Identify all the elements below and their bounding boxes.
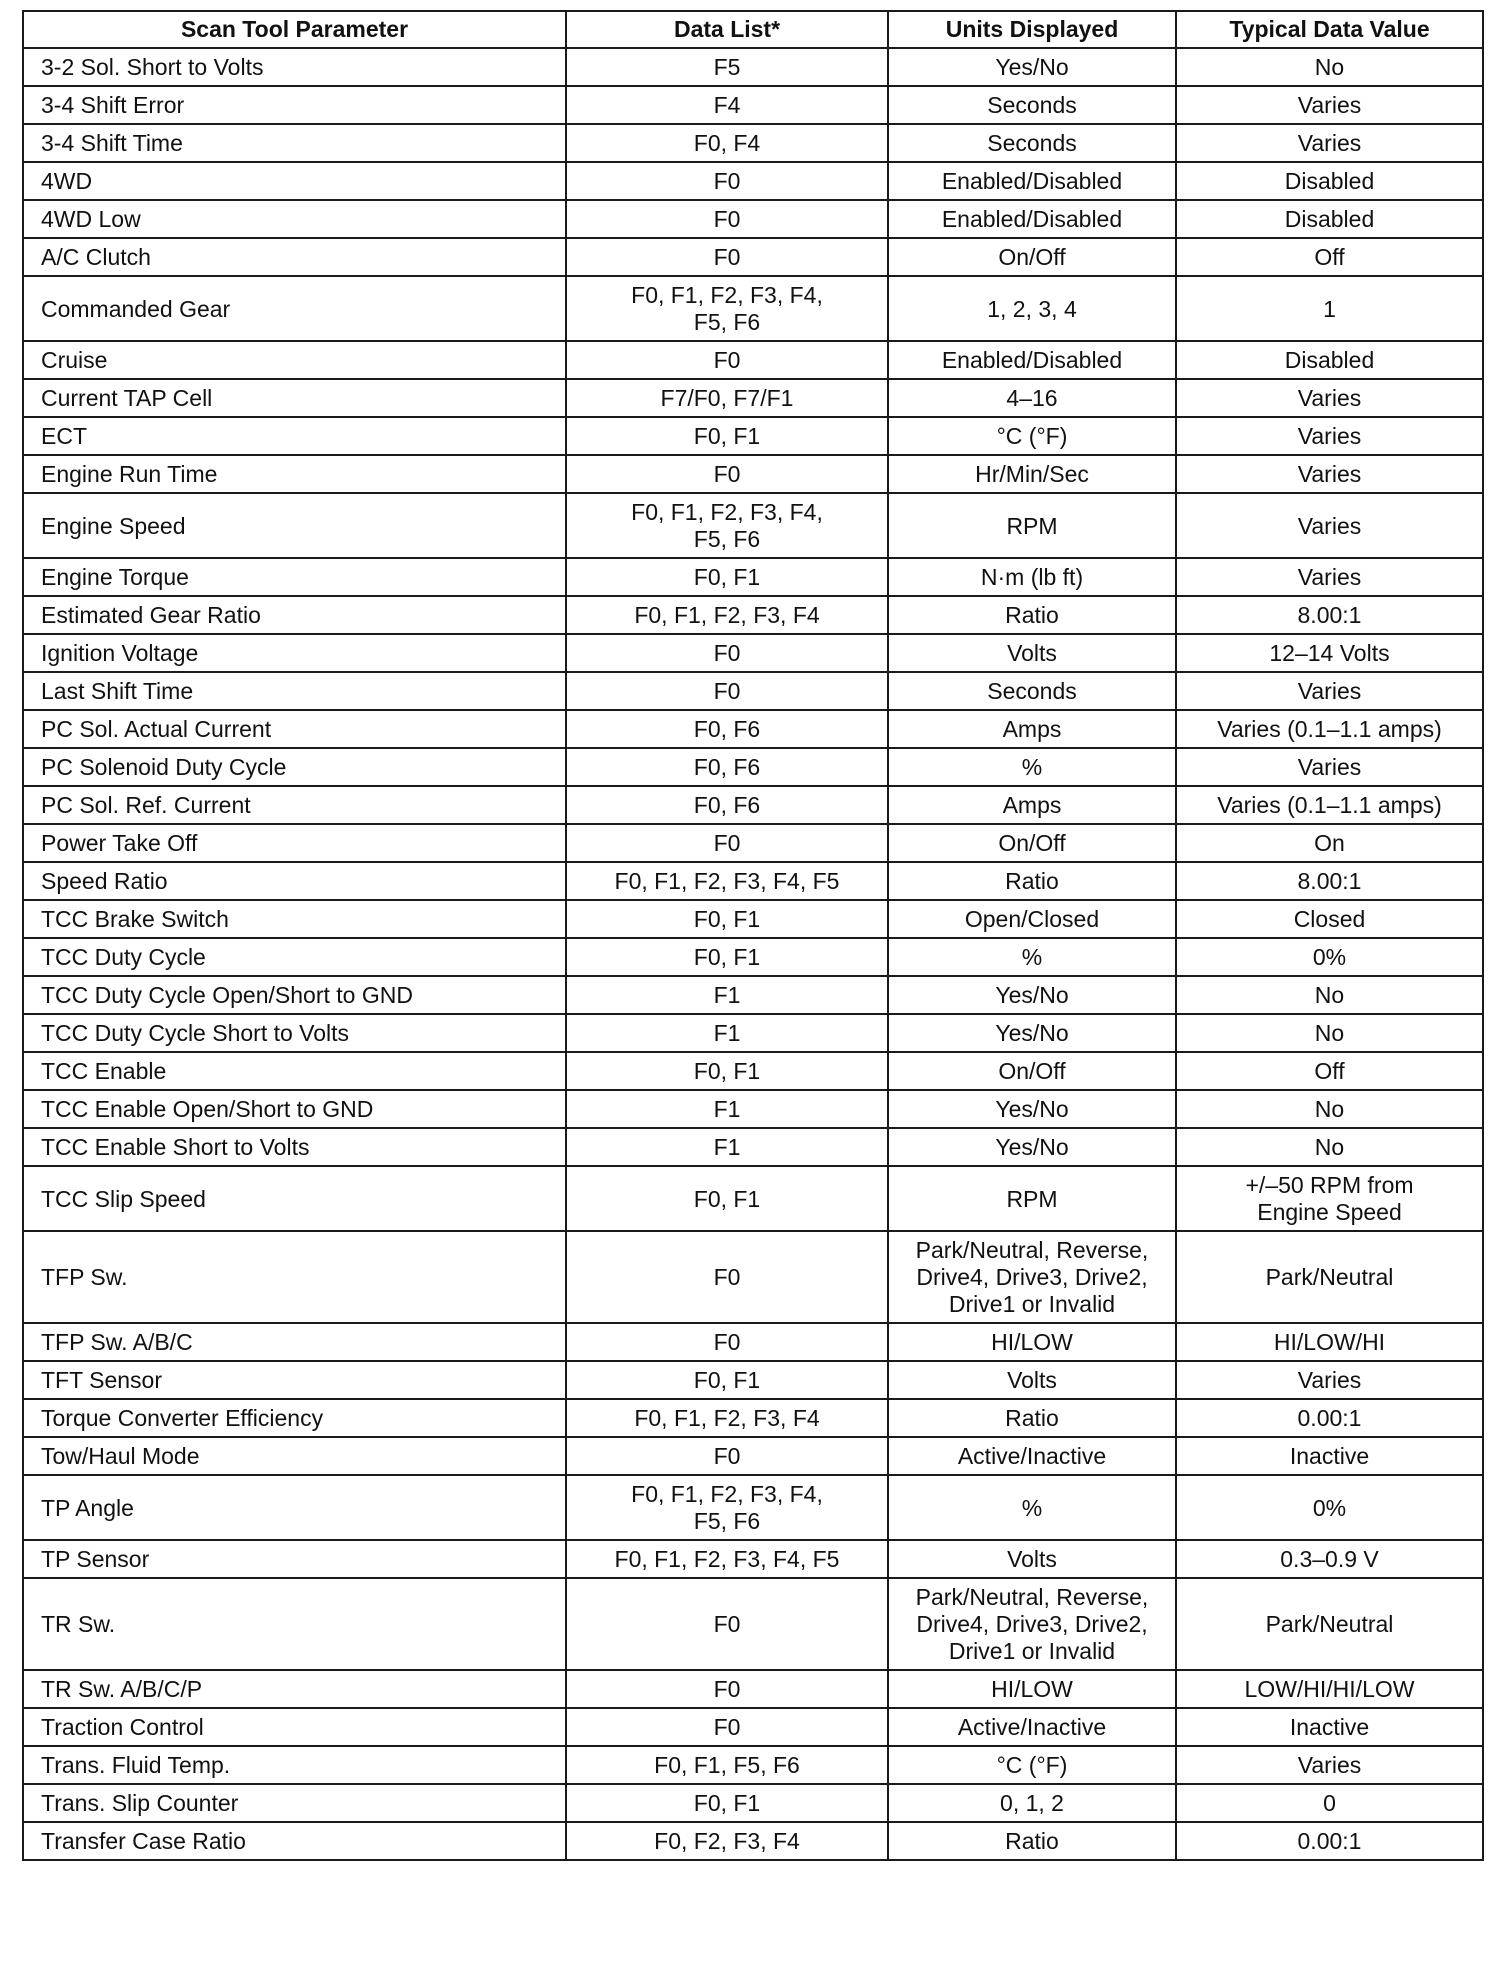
table-row — [23, 1475, 1483, 1540]
cell-parameter: 3-2 Sol. Short to Volts — [23, 48, 566, 86]
cell-data-list: F0, F1 — [566, 1784, 888, 1822]
cell-parameter: Engine Run Time — [23, 455, 566, 493]
cell-units: % — [888, 1475, 1176, 1540]
cell-units: Hr/Min/Sec — [888, 455, 1176, 493]
table-row — [23, 900, 1483, 938]
cell-parameter: PC Solenoid Duty Cycle — [23, 748, 566, 786]
cell-units: Open/Closed — [888, 900, 1176, 938]
cell-data-list: F0 — [566, 200, 888, 238]
cell-typical-value: Varies — [1176, 417, 1483, 455]
cell-data-list: F0 — [566, 1323, 888, 1361]
cell-typical-value: Varies (0.1–1.1 amps) — [1176, 710, 1483, 748]
cell-data-list: F0 — [566, 672, 888, 710]
cell-units: HI/LOW — [888, 1670, 1176, 1708]
header-data-list: Data List* — [566, 11, 888, 48]
cell-typical-value: Disabled — [1176, 162, 1483, 200]
cell-units: Ratio — [888, 596, 1176, 634]
table-row — [23, 1399, 1483, 1437]
cell-typical-value: No — [1176, 976, 1483, 1014]
cell-data-list: F0 — [566, 341, 888, 379]
header-scan-tool-parameter: Scan Tool Parameter — [23, 11, 566, 48]
cell-parameter: TR Sw. — [23, 1578, 566, 1670]
cell-data-list: F0 — [566, 634, 888, 672]
cell-units: Park/Neutral, Reverse, Drive4, Drive3, Drive2, Drive1 or Invalid — [888, 1578, 1176, 1670]
cell-data-list: F0, F1, F2, F3, F4 — [566, 1399, 888, 1437]
cell-typical-value: 12–14 Volts — [1176, 634, 1483, 672]
cell-parameter: Power Take Off — [23, 824, 566, 862]
data-table — [22, 10, 1484, 1861]
table-row — [23, 455, 1483, 493]
cell-typical-value: 0 — [1176, 1784, 1483, 1822]
cell-units: Amps — [888, 786, 1176, 824]
cell-typical-value: On — [1176, 824, 1483, 862]
cell-units: Ratio — [888, 1399, 1176, 1437]
cell-units: Enabled/Disabled — [888, 200, 1176, 238]
table-row — [23, 238, 1483, 276]
cell-typical-value: 8.00:1 — [1176, 862, 1483, 900]
table-row — [23, 1090, 1483, 1128]
cell-parameter: TCC Enable Short to Volts — [23, 1128, 566, 1166]
cell-parameter: Traction Control — [23, 1708, 566, 1746]
cell-data-list: F0, F6 — [566, 786, 888, 824]
cell-parameter: TP Angle — [23, 1475, 566, 1540]
table-row — [23, 379, 1483, 417]
table-row — [23, 976, 1483, 1014]
cell-units: RPM — [888, 1166, 1176, 1231]
cell-parameter: 4WD Low — [23, 200, 566, 238]
cell-typical-value: Varies — [1176, 455, 1483, 493]
table-row — [23, 786, 1483, 824]
cell-data-list: F0 — [566, 162, 888, 200]
cell-parameter: Engine Torque — [23, 558, 566, 596]
cell-parameter: Engine Speed — [23, 493, 566, 558]
cell-data-list: F0, F1, F2, F3, F4, F5, F6 — [566, 276, 888, 341]
cell-parameter: TFP Sw. — [23, 1231, 566, 1323]
cell-units: On/Off — [888, 238, 1176, 276]
cell-parameter: TP Sensor — [23, 1540, 566, 1578]
cell-data-list: F0, F1 — [566, 1361, 888, 1399]
cell-units: Yes/No — [888, 1014, 1176, 1052]
cell-parameter: TCC Duty Cycle — [23, 938, 566, 976]
table-body — [23, 48, 1483, 1860]
cell-typical-value: Varies — [1176, 748, 1483, 786]
cell-typical-value: Disabled — [1176, 200, 1483, 238]
table-row — [23, 1578, 1483, 1670]
cell-units: Yes/No — [888, 976, 1176, 1014]
cell-data-list: F0, F1 — [566, 900, 888, 938]
table-row — [23, 200, 1483, 238]
cell-data-list: F0 — [566, 1670, 888, 1708]
header-row — [23, 11, 1483, 48]
cell-data-list: F0, F1, F5, F6 — [566, 1746, 888, 1784]
cell-parameter: TCC Brake Switch — [23, 900, 566, 938]
table-row — [23, 1670, 1483, 1708]
cell-typical-value: 0.00:1 — [1176, 1399, 1483, 1437]
cell-typical-value: Varies — [1176, 379, 1483, 417]
cell-data-list: F0, F4 — [566, 124, 888, 162]
cell-typical-value: Varies — [1176, 1746, 1483, 1784]
table-row — [23, 1128, 1483, 1166]
table-row — [23, 48, 1483, 86]
header-typical-data-value: Typical Data Value — [1176, 11, 1483, 48]
table-row — [23, 1052, 1483, 1090]
cell-data-list: F0 — [566, 1231, 888, 1323]
table-row — [23, 1437, 1483, 1475]
cell-typical-value: Inactive — [1176, 1437, 1483, 1475]
cell-parameter: 3-4 Shift Error — [23, 86, 566, 124]
cell-parameter: PC Sol. Actual Current — [23, 710, 566, 748]
cell-typical-value: No — [1176, 1128, 1483, 1166]
cell-typical-value: Off — [1176, 238, 1483, 276]
cell-data-list: F0, F1, F2, F3, F4, F5, F6 — [566, 1475, 888, 1540]
table-row — [23, 276, 1483, 341]
cell-units: Volts — [888, 634, 1176, 672]
cell-parameter: TCC Enable Open/Short to GND — [23, 1090, 566, 1128]
cell-typical-value: 1 — [1176, 276, 1483, 341]
table-row — [23, 1231, 1483, 1323]
cell-typical-value: Park/Neutral — [1176, 1578, 1483, 1670]
cell-typical-value: Varies — [1176, 672, 1483, 710]
cell-typical-value: Varies (0.1–1.1 amps) — [1176, 786, 1483, 824]
cell-typical-value: Off — [1176, 1052, 1483, 1090]
cell-data-list: F0, F2, F3, F4 — [566, 1822, 888, 1860]
table-row — [23, 1822, 1483, 1860]
table-row — [23, 86, 1483, 124]
cell-typical-value: Varies — [1176, 86, 1483, 124]
cell-parameter: PC Sol. Ref. Current — [23, 786, 566, 824]
table-row — [23, 596, 1483, 634]
cell-data-list: F0, F6 — [566, 748, 888, 786]
cell-parameter: TCC Enable — [23, 1052, 566, 1090]
table-row — [23, 1784, 1483, 1822]
cell-units: Park/Neutral, Reverse, Drive4, Drive3, Drive2, Drive1 or Invalid — [888, 1231, 1176, 1323]
cell-typical-value: 0% — [1176, 938, 1483, 976]
cell-units: Active/Inactive — [888, 1437, 1176, 1475]
cell-parameter: Trans. Slip Counter — [23, 1784, 566, 1822]
table-row — [23, 1540, 1483, 1578]
cell-units: HI/LOW — [888, 1323, 1176, 1361]
table-row — [23, 1166, 1483, 1231]
table-row — [23, 824, 1483, 862]
table-row — [23, 558, 1483, 596]
cell-parameter: Last Shift Time — [23, 672, 566, 710]
cell-units: Ratio — [888, 1822, 1176, 1860]
cell-data-list: F7/F0, F7/F1 — [566, 379, 888, 417]
cell-units: Enabled/Disabled — [888, 341, 1176, 379]
cell-data-list: F0, F1, F2, F3, F4, F5 — [566, 1540, 888, 1578]
cell-parameter: TFP Sw. A/B/C — [23, 1323, 566, 1361]
cell-units: °C (°F) — [888, 417, 1176, 455]
cell-units: Volts — [888, 1361, 1176, 1399]
cell-data-list: F1 — [566, 1014, 888, 1052]
cell-data-list: F4 — [566, 86, 888, 124]
table-row — [23, 417, 1483, 455]
cell-units: Yes/No — [888, 1128, 1176, 1166]
cell-units: N·m (lb ft) — [888, 558, 1176, 596]
cell-units: % — [888, 938, 1176, 976]
cell-typical-value: 0% — [1176, 1475, 1483, 1540]
cell-typical-value: No — [1176, 1090, 1483, 1128]
cell-data-list: F1 — [566, 1090, 888, 1128]
cell-data-list: F0, F1, F2, F3, F4, F5 — [566, 862, 888, 900]
table-row — [23, 1361, 1483, 1399]
cell-typical-value: +/–50 RPM from Engine Speed — [1176, 1166, 1483, 1231]
cell-data-list: F0 — [566, 824, 888, 862]
cell-typical-value: No — [1176, 1014, 1483, 1052]
cell-parameter: Trans. Fluid Temp. — [23, 1746, 566, 1784]
table-row — [23, 634, 1483, 672]
cell-units: Yes/No — [888, 1090, 1176, 1128]
cell-parameter: Commanded Gear — [23, 276, 566, 341]
cell-parameter: ECT — [23, 417, 566, 455]
cell-units: 0, 1, 2 — [888, 1784, 1176, 1822]
header-units-displayed: Units Displayed — [888, 11, 1176, 48]
cell-data-list: F0, F1, F2, F3, F4, F5, F6 — [566, 493, 888, 558]
table-row — [23, 748, 1483, 786]
cell-typical-value: Disabled — [1176, 341, 1483, 379]
cell-data-list: F0 — [566, 1437, 888, 1475]
cell-data-list: F0, F1 — [566, 1052, 888, 1090]
cell-units: Ratio — [888, 862, 1176, 900]
cell-parameter: TCC Slip Speed — [23, 1166, 566, 1231]
cell-parameter: A/C Clutch — [23, 238, 566, 276]
cell-parameter: TCC Duty Cycle Short to Volts — [23, 1014, 566, 1052]
cell-parameter: TR Sw. A/B/C/P — [23, 1670, 566, 1708]
cell-data-list: F1 — [566, 976, 888, 1014]
cell-units: 1, 2, 3, 4 — [888, 276, 1176, 341]
cell-units: Yes/No — [888, 48, 1176, 86]
cell-units: 4–16 — [888, 379, 1176, 417]
cell-parameter: Torque Converter Efficiency — [23, 1399, 566, 1437]
cell-data-list: F0, F1 — [566, 938, 888, 976]
table-row — [23, 672, 1483, 710]
cell-units: Volts — [888, 1540, 1176, 1578]
cell-parameter: Estimated Gear Ratio — [23, 596, 566, 634]
cell-data-list: F0 — [566, 1708, 888, 1746]
cell-data-list: F0 — [566, 238, 888, 276]
cell-typical-value: 8.00:1 — [1176, 596, 1483, 634]
cell-units: Active/Inactive — [888, 1708, 1176, 1746]
scan-tool-data-table — [22, 10, 1482, 1861]
table-row — [23, 1014, 1483, 1052]
cell-data-list: F0, F1 — [566, 1166, 888, 1231]
table-row — [23, 493, 1483, 558]
cell-typical-value: Varies — [1176, 558, 1483, 596]
cell-units: °C (°F) — [888, 1746, 1176, 1784]
cell-units: Enabled/Disabled — [888, 162, 1176, 200]
table-row — [23, 1746, 1483, 1784]
cell-typical-value: 0.00:1 — [1176, 1822, 1483, 1860]
cell-typical-value: No — [1176, 48, 1483, 86]
table-row — [23, 862, 1483, 900]
cell-typical-value: Varies — [1176, 124, 1483, 162]
cell-units: Seconds — [888, 672, 1176, 710]
cell-data-list: F0, F1, F2, F3, F4 — [566, 596, 888, 634]
cell-units: On/Off — [888, 824, 1176, 862]
cell-typical-value: 0.3–0.9 V — [1176, 1540, 1483, 1578]
table-header — [23, 11, 1483, 48]
cell-parameter: Current TAP Cell — [23, 379, 566, 417]
table-row — [23, 1323, 1483, 1361]
cell-typical-value: Varies — [1176, 493, 1483, 558]
cell-parameter: 3-4 Shift Time — [23, 124, 566, 162]
cell-data-list: F0, F1 — [566, 417, 888, 455]
cell-data-list: F0 — [566, 455, 888, 493]
cell-typical-value: Varies — [1176, 1361, 1483, 1399]
cell-data-list: F0 — [566, 1578, 888, 1670]
cell-typical-value: LOW/HI/HI/LOW — [1176, 1670, 1483, 1708]
cell-typical-value: HI/LOW/HI — [1176, 1323, 1483, 1361]
table-row — [23, 124, 1483, 162]
cell-parameter: Speed Ratio — [23, 862, 566, 900]
cell-units: RPM — [888, 493, 1176, 558]
cell-data-list: F0, F1 — [566, 558, 888, 596]
cell-units: Amps — [888, 710, 1176, 748]
cell-parameter: Tow/Haul Mode — [23, 1437, 566, 1475]
cell-parameter: TFT Sensor — [23, 1361, 566, 1399]
table-row — [23, 938, 1483, 976]
cell-typical-value: Park/Neutral — [1176, 1231, 1483, 1323]
cell-typical-value: Inactive — [1176, 1708, 1483, 1746]
cell-parameter: 4WD — [23, 162, 566, 200]
cell-units: Seconds — [888, 124, 1176, 162]
cell-parameter: Cruise — [23, 341, 566, 379]
cell-parameter: Ignition Voltage — [23, 634, 566, 672]
cell-units: % — [888, 748, 1176, 786]
cell-typical-value: Closed — [1176, 900, 1483, 938]
table-row — [23, 710, 1483, 748]
cell-data-list: F0, F6 — [566, 710, 888, 748]
cell-parameter: TCC Duty Cycle Open/Short to GND — [23, 976, 566, 1014]
table-row — [23, 162, 1483, 200]
cell-data-list: F5 — [566, 48, 888, 86]
cell-units: On/Off — [888, 1052, 1176, 1090]
table-row — [23, 1708, 1483, 1746]
table-row — [23, 341, 1483, 379]
cell-parameter: Transfer Case Ratio — [23, 1822, 566, 1860]
cell-data-list: F1 — [566, 1128, 888, 1166]
cell-units: Seconds — [888, 86, 1176, 124]
